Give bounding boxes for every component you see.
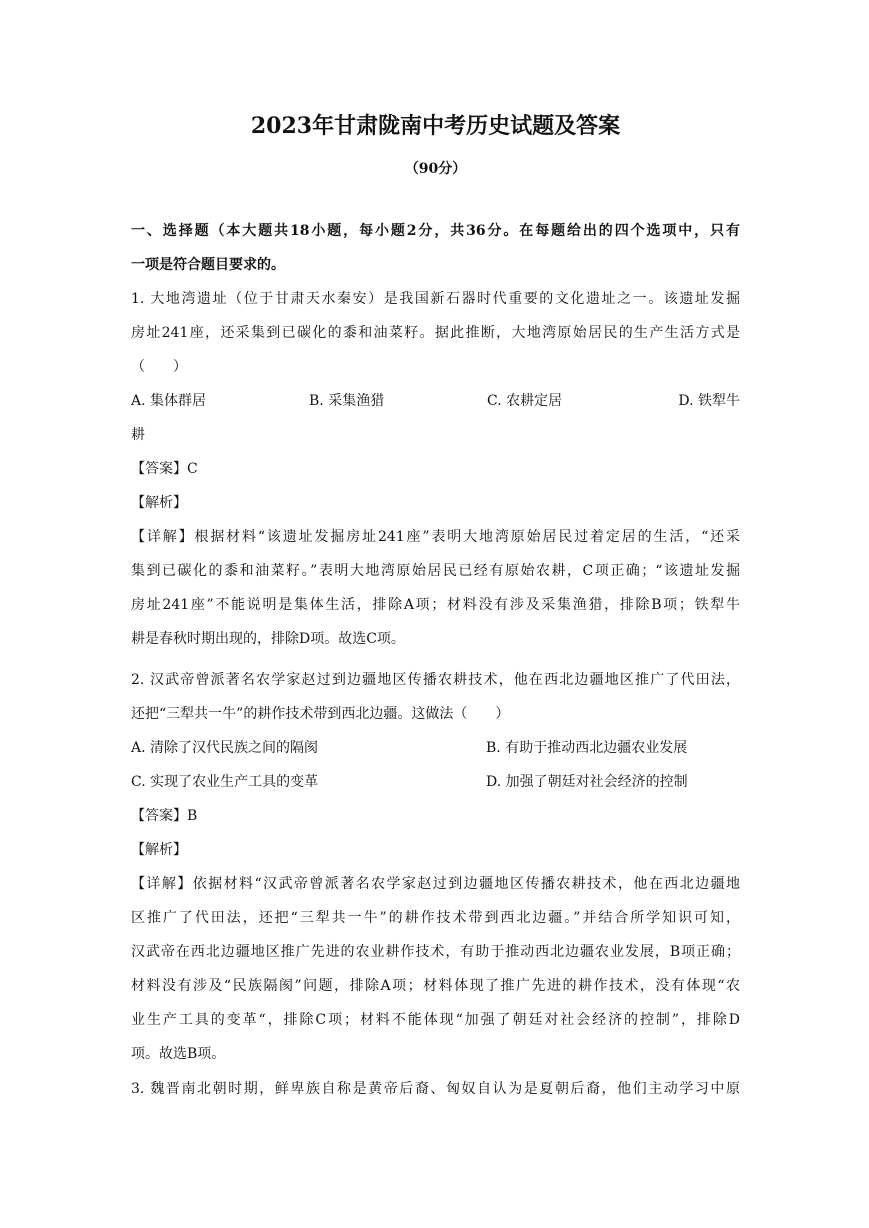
question-stem-line: 房址241座，还采集到已碳化的黍和油菜籽。据此推断，大地湾原始居民的生产生活方式是 [131, 325, 740, 341]
answer-line: 【答案】B [131, 808, 198, 824]
detail-line: 耕是春秋时期出现的，排除D项。故选C项。 [131, 631, 405, 647]
detail-line: 材料没有涉及“民族隔阂”问题，排除A项；材料体现了推广先进的耕作技术，没有体现“农 [131, 978, 740, 994]
option-b: B. 有助于推动西北边疆农业发展 [486, 740, 688, 756]
detail-line: 集到已碳化的黍和油菜籽。”表明大地湾原始居民已经有原始农耕，C项正确；“该遗址发掘 [131, 563, 740, 579]
analysis-label: 【解析】 [131, 495, 187, 511]
detail-line: 业生产工具的变革“，排除C项；材料不能体现“加强了朝廷对社会经济的控制”，排除D [131, 1012, 740, 1028]
detail-line: 房址241座”不能说明是集体生活，排除A项；材料没有涉及采集渔猎，排除B项；铁犁牛 [131, 597, 740, 613]
document-title: 2023年甘肃陇南中考历史试题及答案 [250, 113, 621, 139]
question-1 [131, 282, 740, 656]
option-b: B. 采集渔猎 [309, 393, 385, 409]
option-a: A. 集体群居 [131, 393, 207, 409]
question-stem-line: 1. 大地湾遗址（位于甘肃天水秦安）是我国新石器时代重要的文化遗址之一。该遗址发掘 [131, 291, 740, 307]
section-heading [131, 214, 740, 282]
option-d: D. 加强了朝廷对社会经济的控制 [486, 774, 688, 790]
detail-line: 【详解】依据材料“汉武帝曾派著名农学家赵过到边疆地区传播农耕技术，他在西北边疆地 [131, 876, 740, 892]
option-d: D. 铁犁牛 [678, 393, 740, 409]
question-options-row [131, 765, 740, 799]
detail-line: 【详解】根据材料“该遗址发掘房址241座”表明大地湾原始居民过着定居的生活，“还采 [131, 529, 740, 545]
option-c: C. 农耕定居 [487, 393, 563, 409]
option-c: C. 实现了农业生产工具的变革 [131, 774, 319, 790]
answer-line: 【答案】C [131, 461, 198, 477]
question-options [131, 384, 740, 418]
question-stem-line: （ ） [131, 359, 187, 375]
detail-line: 汉武帝在西北边疆地区推广先进的农业耕作技术，有助于推动西北边疆农业发展，B项正确； [131, 944, 740, 960]
question-options-row [131, 731, 740, 765]
question-stem-line: 还把“三犁共一牛”的耕作技术带到西北边疆。这做法（ ） [131, 706, 510, 722]
question-3 [131, 1072, 740, 1106]
option-d-wrap: 耕 [131, 427, 145, 443]
question-stem-line: 3. 魏晋南北朝时期，鲜卑族自称是黄帝后裔、匈奴自认为是夏朝后裔，他们主动学习中原 [131, 1081, 740, 1097]
section-heading-line: 一、选择题（本大题共18小题，每小题2分，共36分。在每题给出的四个选项中，只有 [131, 223, 740, 239]
option-a: A. 清除了汉代民族之间的隔阂 [131, 740, 319, 756]
detail-line: 项。故选B项。 [131, 1046, 226, 1062]
section-heading-line: 一项是符合题目要求的。 [131, 257, 285, 273]
detail-line: 区推广了代田法，还把“三犁共一牛”的耕作技术带到西北边疆。”并结合所学知识可知， [131, 910, 740, 926]
document-subtitle: （90分） [404, 161, 467, 177]
question-2 [131, 663, 740, 1071]
analysis-label: 【解析】 [131, 842, 187, 858]
question-stem-line: 2. 汉武帝曾派著名农学家赵过到边疆地区传播农耕技术，他在西北边疆地区推广了代田法， [131, 672, 740, 688]
